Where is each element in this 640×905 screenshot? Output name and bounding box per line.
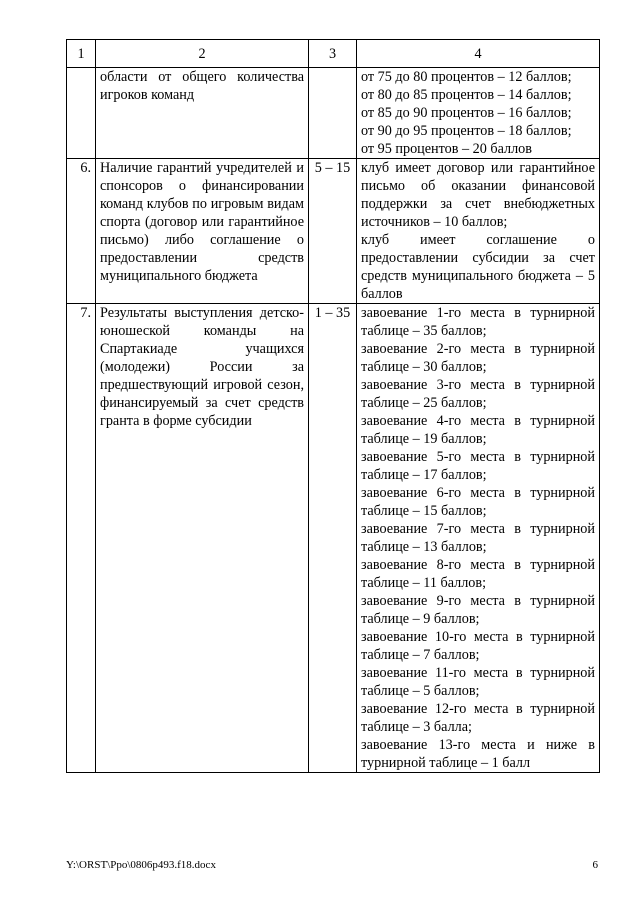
scoring-line: от 75 до 80 процентов – 12 баллов; (361, 69, 572, 85)
row-number: 6. (67, 159, 96, 304)
scoring-line: завоевание 10-го места в турнирной таблице – 7 баллов; (361, 629, 595, 663)
scoring-line: завоевание 2-го места в турнирной таблице – 30 баллов; (361, 341, 595, 375)
score-range: 5 – 15 (309, 159, 357, 304)
score-range (309, 68, 357, 159)
scoring-line: завоевание 12-го места в турнирной таблице – 3 балла; (361, 701, 595, 735)
scoring-line: завоевание 4-го места в турнирной таблице – 19 баллов; (361, 413, 595, 447)
scoring-line: завоевание 11-го места в турнирной таблице – 5 баллов; (361, 665, 595, 699)
table-row (67, 68, 600, 159)
scoring-line: завоевание 6-го места в турнирной таблице – 15 баллов; (361, 485, 595, 519)
criterion-cell (96, 159, 309, 304)
scoring-line: от 90 до 95 процентов – 18 баллов; (361, 123, 572, 139)
table-row (67, 159, 600, 304)
scoring-line: завоевание 9-го места в турнирной таблице – 9 баллов; (361, 593, 595, 627)
scoring-cell (357, 304, 600, 773)
criteria-table (66, 39, 600, 773)
header-col-2: 2 (96, 40, 309, 68)
scoring-line: завоевание 3-го места в турнирной таблице – 25 баллов; (361, 377, 595, 411)
row-number: 7. (67, 304, 96, 773)
table-row (67, 304, 600, 773)
header-col-4: 4 (357, 40, 600, 68)
criterion-cell (96, 68, 309, 159)
scoring-line: завоевание 7-го места в турнирной таблице – 13 баллов; (361, 521, 595, 555)
criterion-text: Наличие гарантий учредителей и спонсоров о финансировании команд клубов по игровым видам спорта (договор или гарантийное письмо) либо соглашение о предоставлении средств муниципального бюджета (100, 160, 304, 284)
row-number (67, 68, 96, 159)
scoring-cell (357, 159, 600, 304)
criterion-text: Результаты выступления детско-юношеской команды на Спартакиаде учащихся (молодежи) России за предшествующий игровой сезон, финансируемый за счет средств гранта в форме субсидии (100, 305, 304, 429)
page-number: 6 (592, 859, 598, 871)
scoring-line: клуб имеет соглашение о предоставлении субсидии за счет средств муниципального бюджета – 5 баллов (361, 232, 595, 302)
scoring-line: завоевание 1-го места в турнирной таблице – 35 баллов; (361, 305, 595, 339)
scoring-line: клуб имеет договор или гарантийное письмо об оказании финансовой поддержки за счет внебюджетных источников – 10 баллов; (361, 160, 595, 230)
scoring-line: завоевание 13-го места и ниже в турнирной таблице – 1 балл (361, 737, 595, 771)
header-col-3: 3 (309, 40, 357, 68)
scoring-line: завоевание 8-го места в турнирной таблице – 11 баллов; (361, 557, 595, 591)
header-row (67, 40, 600, 68)
footer-file-path: Y:\ORST\Ppo\0806p493.f18.docx (66, 859, 216, 871)
header-col-1: 1 (67, 40, 96, 68)
scoring-line: завоевание 5-го места в турнирной таблице – 17 баллов; (361, 449, 595, 483)
criterion-text: области от общего количества игроков команд (100, 69, 304, 103)
scoring-line: от 80 до 85 процентов – 14 баллов; (361, 87, 572, 103)
scoring-cell (357, 68, 600, 159)
scoring-line: от 85 до 90 процентов – 16 баллов; (361, 105, 572, 121)
criterion-cell (96, 304, 309, 773)
scoring-line: от 95 процентов – 20 баллов (361, 141, 532, 157)
score-range: 1 – 35 (309, 304, 357, 773)
